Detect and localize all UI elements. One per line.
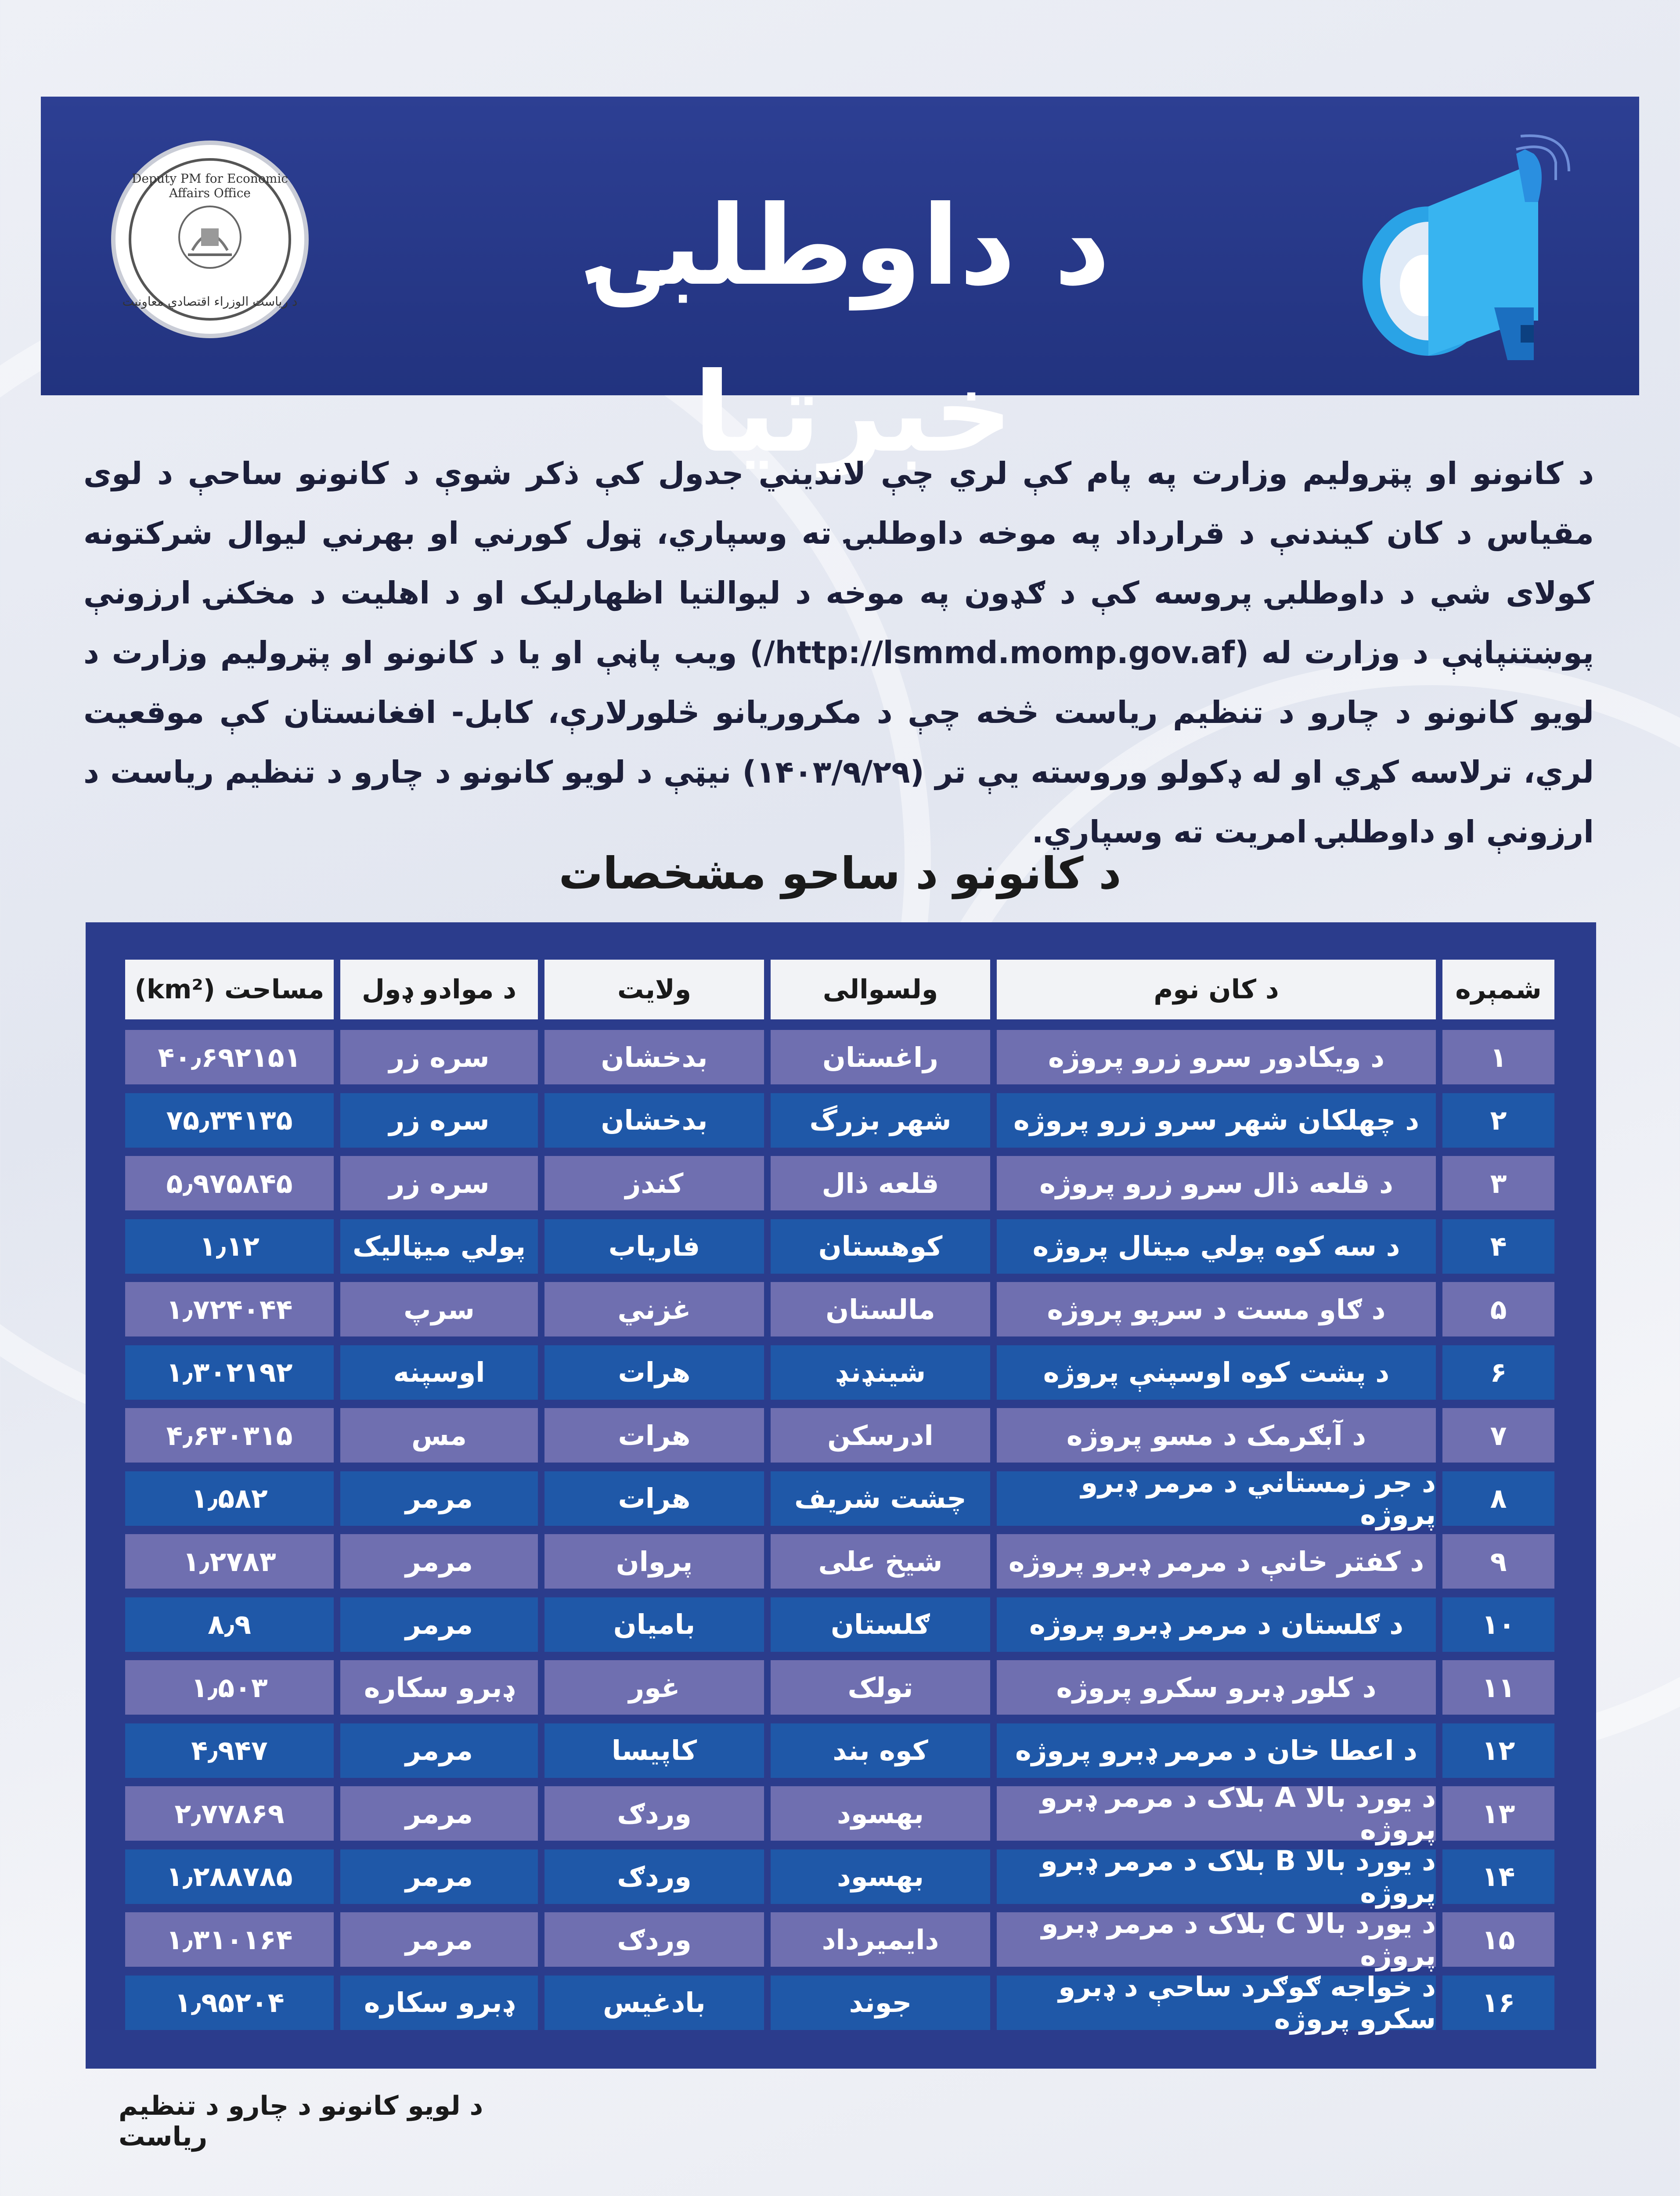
cell-mine-name: د جر زمستاني د مرمر ډبرو پروژه <box>997 1471 1436 1526</box>
cell-district: دایمیرداد <box>771 1912 990 1967</box>
cell-material: ډبرو سکاره <box>340 1660 538 1715</box>
cell-district: جوند <box>771 1976 990 2030</box>
emblem-icon <box>175 202 245 272</box>
cell-area: ۱٫۷۲۴۰۴۴ <box>125 1282 334 1336</box>
cell-material: مرمر <box>340 1849 538 1904</box>
cell-province: هرات <box>544 1471 764 1526</box>
seal-bottom-text: د ریاست الوزراء اقتصادي معاونیت <box>122 294 298 309</box>
header-material: د موادو ډول <box>340 960 538 1019</box>
cell-province: وردګ <box>544 1912 764 1967</box>
cell-mine-name: د خواجه ګوګرد ساحې د ډبرو سکرو پروژه <box>997 1976 1436 2030</box>
cell-province: بامیان <box>544 1597 764 1652</box>
cell-province: بدخشان <box>544 1093 764 1148</box>
cell-province: فاریاب <box>544 1219 764 1274</box>
cell-number: ۶ <box>1442 1345 1554 1400</box>
cell-district: ادرسکن <box>771 1408 990 1463</box>
announcement-text: د کانونو او پټرولیم وزارت په پام کې لري چې لاندیني جدول کې ذکر شوې د کانونو ساحې د لوی مقیاس د کان کیندنې د قرارداد په موخه داوطلبۍ ته وسپاري، ټول کورني او بهرني لیوال شرکتونه کولای شي د داوطلبۍ پروسه کې د ګډون په موخه د لیوالتیا اظهارلیک او د اهلیت د مخکنۍ ارزونې پوښتنپاڼې د وزارت له (http://lsmmd.momp.gov.af/) ویب پاڼې او یا د کانونو او پټرولیم وزارت د لویو کانونو د چارو د تنظیم ریاست څخه چې د مکروریانو څلورلارې، کابل- افغانستان کې موقعیت لري، ترلاسه کړي او له ډکولو وروسته یې تر (۱۴۰۳/۹/۲۹) نیټې د لویو کانونو د چارو د تنظیم ریاست د ارزونې او داوطلبۍ امریت ته وسپاري. <box>83 455 1594 850</box>
cell-district: بهسود <box>771 1786 990 1841</box>
cell-area: ۲٫۷۷۸۶۹ <box>125 1786 334 1841</box>
office-seal-logo <box>111 141 309 338</box>
header-district: ولسوالی <box>771 960 990 1019</box>
cell-number: ۲ <box>1442 1093 1554 1148</box>
cell-area: ۱٫۹۵۲۰۴ <box>125 1976 334 2030</box>
cell-mine-name: د کلور ډبرو سکرو پروژه <box>997 1660 1436 1715</box>
cell-number: ۱۲ <box>1442 1723 1554 1778</box>
cell-material: مرمر <box>340 1912 538 1967</box>
cell-number: ۹ <box>1442 1534 1554 1589</box>
megaphone-icon <box>1349 114 1595 378</box>
cell-material: اوسپنه <box>340 1345 538 1400</box>
cell-mine-name: د سه کوه پولي میتال پروژه <box>997 1219 1436 1274</box>
header-area: مساحت (km²) <box>125 960 334 1019</box>
cell-number: ۱۳ <box>1442 1786 1554 1841</box>
cell-material: مرمر <box>340 1534 538 1589</box>
cell-province: وردګ <box>544 1849 764 1904</box>
cell-number: ۱ <box>1442 1030 1554 1084</box>
cell-province: غور <box>544 1660 764 1715</box>
cell-material: مرمر <box>340 1471 538 1526</box>
cell-province: کاپیسا <box>544 1723 764 1778</box>
cell-area: ۵٫۹۷۵۸۴۵ <box>125 1156 334 1210</box>
cell-mine-name: د اعطا خان د مرمر ډبرو پروژه <box>997 1723 1436 1778</box>
cell-material: مرمر <box>340 1786 538 1841</box>
table-title: د کانونو د ساحو مشخصات <box>559 848 1121 899</box>
cell-area: ۷۵٫۳۴۱۳۵ <box>125 1093 334 1148</box>
cell-province: هرات <box>544 1345 764 1400</box>
cell-district: شیخ علی <box>771 1534 990 1589</box>
cell-area: ۴۰٫۶۹۲۱۵۱ <box>125 1030 334 1084</box>
cell-area: ۱٫۳۰۲۱۹۲ <box>125 1345 334 1400</box>
mining-areas-table <box>86 922 1596 2069</box>
cell-province: بدخشان <box>544 1030 764 1084</box>
header-province: ولایت <box>544 960 764 1019</box>
cell-province: پروان <box>544 1534 764 1589</box>
seal-top-text: Deputy PM for Economic Affairs Office <box>132 171 288 200</box>
cell-district: قلعه ذال <box>771 1156 990 1210</box>
header-mine-name: د کان نوم <box>997 960 1436 1019</box>
cell-number: ۱۱ <box>1442 1660 1554 1715</box>
cell-mine-name: د چهلکان شهر سرو زرو پروژه <box>997 1093 1436 1148</box>
cell-district: چشت شریف <box>771 1471 990 1526</box>
cell-mine-name: د ګلستان د مرمر ډبرو پروژه <box>997 1597 1436 1652</box>
cell-number: ۷ <box>1442 1408 1554 1463</box>
cell-district: شینډنډ <box>771 1345 990 1400</box>
cell-number: ۸ <box>1442 1471 1554 1526</box>
cell-number: ۳ <box>1442 1156 1554 1210</box>
cell-mine-name: د ګاو مست د سرپو پروژه <box>997 1282 1436 1336</box>
cell-mine-name: د یورد بالا C بلاک د مرمر ډبرو پروژه <box>997 1912 1436 1967</box>
cell-mine-name: د قلعه ذال سرو زرو پروژه <box>997 1156 1436 1210</box>
cell-number: ۱۶ <box>1442 1976 1554 2030</box>
cell-province: غزني <box>544 1282 764 1336</box>
cell-province: هرات <box>544 1408 764 1463</box>
page-title: د داوطلبۍ خبرتیا <box>596 182 1110 477</box>
cell-area: ۱٫۵۸۲ <box>125 1471 334 1526</box>
cell-mine-name: د آبګرمک د مسو پروژه <box>997 1408 1436 1463</box>
cell-mine-name: د کفتر خانې د مرمر ډبرو پروژه <box>997 1534 1436 1589</box>
cell-number: ۱۵ <box>1442 1912 1554 1967</box>
cell-number: ۵ <box>1442 1282 1554 1336</box>
cell-district: شهر بزرگ <box>771 1093 990 1148</box>
cell-material: مرمر <box>340 1723 538 1778</box>
cell-area: ۱٫۲۷۸۳ <box>125 1534 334 1589</box>
header-number: شمېره <box>1442 960 1554 1019</box>
cell-mine-name: د پشت کوه اوسپنې پروژه <box>997 1345 1436 1400</box>
cell-material: ډبرو سکاره <box>340 1976 538 2030</box>
cell-district: ګلستان <box>771 1597 990 1652</box>
cell-material: مس <box>340 1408 538 1463</box>
cell-district: راغستان <box>771 1030 990 1084</box>
cell-area: ۱٫۱۲ <box>125 1219 334 1274</box>
cell-number: ۱۴ <box>1442 1849 1554 1904</box>
cell-area: ۴٫۶۳۰۳۱۵ <box>125 1408 334 1463</box>
header-banner <box>41 97 1639 477</box>
cell-district: تولک <box>771 1660 990 1715</box>
cell-province: کندز <box>544 1156 764 1210</box>
cell-area: ۱٫۳۱۰۱۶۴ <box>125 1912 334 1967</box>
cell-material: پولي میټالیک <box>340 1219 538 1274</box>
cell-area: ۱٫۵۰۳ <box>125 1660 334 1715</box>
cell-area: ۴٫۹۴۷ <box>125 1723 334 1778</box>
cell-area: ۸٫۹ <box>125 1597 334 1652</box>
cell-area: ۱٫۲۸۸۷۸۵ <box>125 1849 334 1904</box>
cell-district: مالستان <box>771 1282 990 1336</box>
cell-province: وردګ <box>544 1786 764 1841</box>
cell-material: سره زر <box>340 1030 538 1084</box>
cell-number: ۴ <box>1442 1219 1554 1274</box>
cell-district: کوهستان <box>771 1219 990 1274</box>
cell-district: بهسود <box>771 1849 990 1904</box>
cell-mine-name: د یورد بالا A بلاک د مرمر ډبرو پروژه <box>997 1786 1436 1841</box>
cell-mine-name: د یورد بالا B بلاک د مرمر ډبرو پروژه <box>997 1849 1436 1904</box>
cell-material: مرمر <box>340 1597 538 1652</box>
cell-province: بادغیس <box>544 1976 764 2030</box>
cell-number: ۱۰ <box>1442 1597 1554 1652</box>
cell-material: سرپ <box>340 1282 538 1336</box>
footer-department: د لویو کانونو د چارو د تنظیم ریاست <box>119 2091 483 2152</box>
cell-district: کوه بند <box>771 1723 990 1778</box>
cell-material: سره زر <box>340 1156 538 1210</box>
cell-material: سره زر <box>340 1093 538 1148</box>
cell-mine-name: د ویکادور سرو زرو پروژه <box>997 1030 1436 1084</box>
